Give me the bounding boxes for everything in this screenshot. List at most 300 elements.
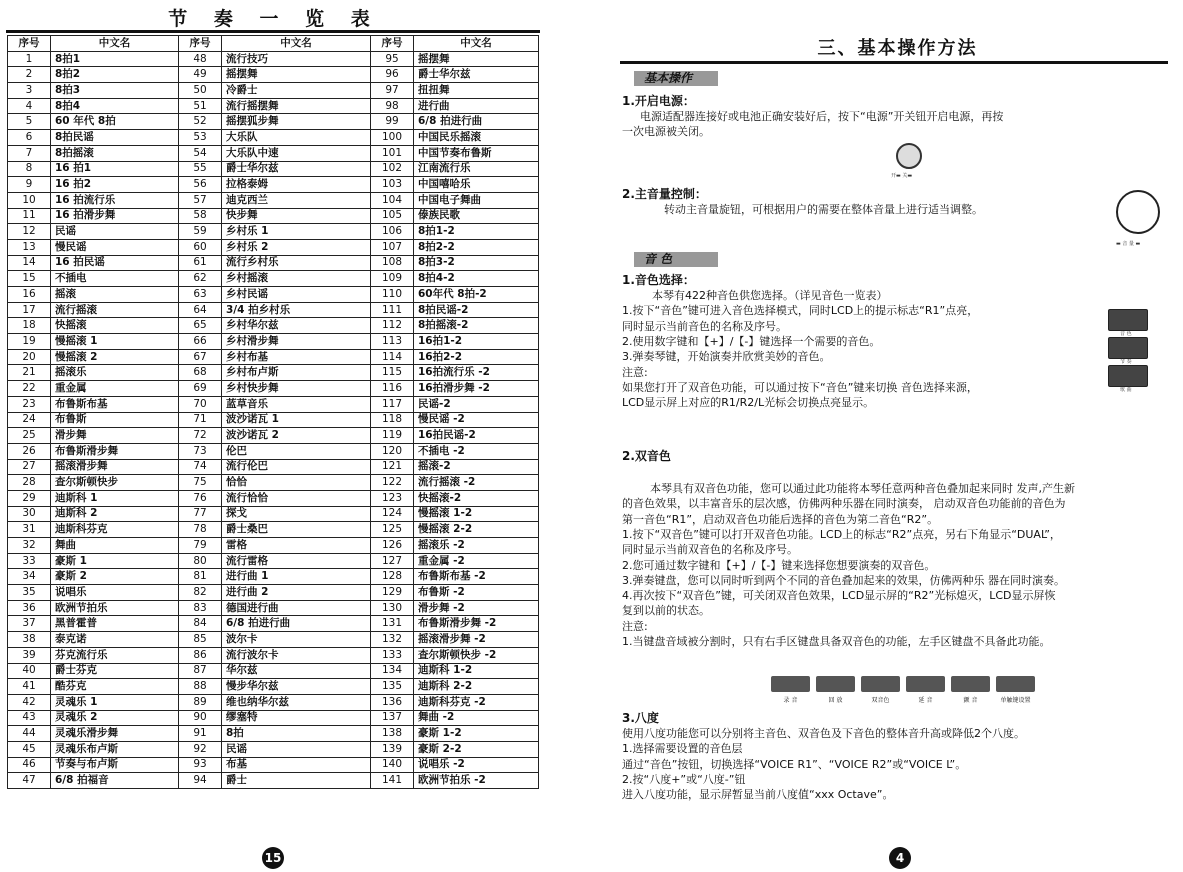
rhythm-name-cell: 60年代 8拍-2: [414, 287, 539, 303]
rhythm-name-cell: 16 拍流行乐: [51, 192, 179, 208]
rhythm-name-cell: 泰克诺: [51, 632, 179, 648]
table-row: [8, 130, 539, 146]
rhythm-name-cell: 16拍2-2: [414, 349, 539, 365]
rhythm-name-cell: 探戈: [222, 506, 371, 522]
rhythm-number-cell: 80: [179, 553, 222, 569]
rhythm-name-cell: 爵士桑巴: [222, 522, 371, 538]
rhythm-number-cell: 136: [371, 694, 414, 710]
rhythm-name-cell: 欧洲节拍乐: [51, 600, 179, 616]
rhythm-name-cell: 8拍摇滚-2: [414, 318, 539, 334]
rhythm-name-cell: 摇滚: [51, 287, 179, 303]
table-row: [8, 239, 539, 255]
rhythm-number-cell: 8: [8, 161, 51, 177]
dual-text-line: 4.再次按下“双音色”键，可关闭双音色效果，LCD显示屏的“R2”光标熄灭，LCD显示屏恢: [622, 589, 1056, 603]
rhythm-name-cell: 中国节奏布鲁斯: [414, 145, 539, 161]
rhythm-name-cell: 进行曲 2: [222, 585, 371, 601]
rhythm-number-cell: 15: [8, 271, 51, 287]
rhythm-name-cell: 爵士: [222, 773, 371, 789]
column-header: 中文名: [222, 36, 371, 52]
table-row: [8, 475, 539, 491]
rhythm-number-cell: 135: [371, 679, 414, 695]
rhythm-number-cell: 63: [179, 287, 222, 303]
power-switch-label: 开▬ 关▬: [891, 173, 913, 179]
rhythm-number-cell: 65: [179, 318, 222, 334]
dual-text-line: 1.当键盘音域被分割时，只有右手区键盘具备双音色的功能，左手区键盘不具备此功能。: [622, 635, 1051, 648]
rhythm-name-cell: 豪斯 2-2: [414, 741, 539, 757]
rhythm-number-cell: 25: [8, 428, 51, 444]
rhythm-name-cell: 乡村民谣: [222, 287, 371, 303]
rhythm-number-cell: 73: [179, 443, 222, 459]
rhythm-table: [7, 35, 539, 789]
rhythm-name-cell: 豪斯 1-2: [414, 726, 539, 742]
table-row: [8, 726, 539, 742]
rhythm-name-cell: 酷芬克: [51, 679, 179, 695]
rhythm-number-cell: 57: [179, 192, 222, 208]
voice-button-icon: [1108, 309, 1148, 331]
rhythm-name-cell: 迪斯科 2: [51, 506, 179, 522]
rhythm-number-cell: 68: [179, 365, 222, 381]
rhythm-name-cell: 大乐队: [222, 130, 371, 146]
rhythm-number-cell: 69: [179, 381, 222, 397]
rhythm-button-icon: [1108, 337, 1148, 359]
rhythm-name-cell: 8拍3-2: [414, 255, 539, 271]
rhythm-name-cell: 爵士芬克: [51, 663, 179, 679]
rhythm-name-cell: 8拍1: [51, 51, 179, 67]
rhythm-number-cell: 106: [371, 224, 414, 240]
table-row: [8, 396, 539, 412]
table-row: [8, 114, 539, 130]
rhythm-number-cell: 81: [179, 569, 222, 585]
rhythm-name-cell: 8拍3: [51, 83, 179, 99]
rhythm-name-cell: 慢民谣: [51, 239, 179, 255]
rhythm-name-cell: 流行雷格: [222, 553, 371, 569]
rhythm-number-cell: 109: [371, 271, 414, 287]
basic-ops-badge: 基本操作: [634, 71, 718, 86]
rhythm-number-cell: 76: [179, 490, 222, 506]
octave-text-line: 使用八度功能您可以分别将主音色、双音色及下音色的整体音升高或降低2个八度。: [622, 727, 1025, 740]
rhythm-number-cell: 129: [371, 585, 414, 601]
rhythm-name-cell: 不插电: [51, 271, 179, 287]
volume-heading: 2.主音量控制：: [622, 187, 707, 201]
rhythm-number-cell: 67: [179, 349, 222, 365]
table-row: [8, 443, 539, 459]
rhythm-name-cell: 民谣-2: [414, 396, 539, 412]
rhythm-name-cell: 舞曲 -2: [414, 710, 539, 726]
rhythm-number-cell: 114: [371, 349, 414, 365]
dual-text-line: 注意:: [622, 619, 648, 633]
rhythm-number-cell: 19: [8, 334, 51, 350]
rhythm-number-cell: 101: [371, 145, 414, 161]
rhythm-number-cell: 79: [179, 538, 222, 554]
rhythm-number-cell: 86: [179, 647, 222, 663]
rhythm-number-cell: 45: [8, 741, 51, 757]
rhythm-number-cell: 29: [8, 490, 51, 506]
function-button-label: 颤 音: [963, 697, 978, 704]
table-row: [8, 757, 539, 773]
rhythm-number-cell: 85: [179, 632, 222, 648]
side-button-label: 节 奏: [1120, 359, 1132, 365]
rhythm-number-cell: 32: [8, 538, 51, 554]
rhythm-number-cell: 120: [371, 443, 414, 459]
rhythm-name-cell: 8拍4: [51, 98, 179, 114]
table-row: [8, 490, 539, 506]
table-row: [8, 349, 539, 365]
rhythm-number-cell: 75: [179, 475, 222, 491]
rhythm-number-cell: 7: [8, 145, 51, 161]
rhythm-name-cell: 恰恰: [222, 475, 371, 491]
function-button-label: 单触键设置: [1000, 697, 1031, 704]
rhythm-name-cell: 乡村滑步舞: [222, 334, 371, 350]
rhythm-number-cell: 70: [179, 396, 222, 412]
rhythm-number-cell: 93: [179, 757, 222, 773]
rhythm-name-cell: 爵士华尔兹: [222, 161, 371, 177]
record-button-icon: [771, 676, 810, 692]
table-row: [8, 177, 539, 193]
side-button-label: 音 色: [1120, 331, 1132, 337]
rhythm-name-cell: 快摇滚-2: [414, 490, 539, 506]
rhythm-name-cell: 冷爵士: [222, 83, 371, 99]
rhythm-number-cell: 112: [371, 318, 414, 334]
rhythm-number-cell: 2: [8, 67, 51, 83]
table-row: [8, 271, 539, 287]
rhythm-name-cell: 慢摇滚 2: [51, 349, 179, 365]
rhythm-name-cell: 乡村快步舞: [222, 381, 371, 397]
rhythm-number-cell: 89: [179, 694, 222, 710]
rhythm-name-cell: 舞曲: [51, 538, 179, 554]
right-page: [620, 0, 1175, 872]
rhythm-name-cell: 说唱乐 -2: [414, 757, 539, 773]
rhythm-name-cell: 快步舞: [222, 208, 371, 224]
rhythm-name-cell: 16 拍1: [51, 161, 179, 177]
rhythm-number-cell: 23: [8, 396, 51, 412]
rhythm-name-cell: 灵魂乐 2: [51, 710, 179, 726]
table-row: [8, 506, 539, 522]
table-row: [8, 741, 539, 757]
rhythm-name-cell: 迪斯科 1-2: [414, 663, 539, 679]
rhythm-number-cell: 118: [371, 412, 414, 428]
table-header-row: [8, 36, 539, 52]
table-row: [8, 694, 539, 710]
rhythm-name-cell: 迪斯科芬克 -2: [414, 694, 539, 710]
rhythm-number-cell: 12: [8, 224, 51, 240]
rhythm-name-cell: 进行曲: [414, 98, 539, 114]
rhythm-number-cell: 141: [371, 773, 414, 789]
column-header: 序号: [371, 36, 414, 52]
rhythm-name-cell: 60 年代 8拍: [51, 114, 179, 130]
page-number-left: 15: [262, 847, 284, 869]
rhythm-number-cell: 18: [8, 318, 51, 334]
rhythm-number-cell: 36: [8, 600, 51, 616]
playback-button-icon: [816, 676, 855, 692]
rhythm-name-cell: 乡村乐 1: [222, 224, 371, 240]
rhythm-name-cell: 黑普霍普: [51, 616, 179, 632]
rhythm-name-cell: 波沙诺瓦 2: [222, 428, 371, 444]
rhythm-number-cell: 60: [179, 239, 222, 255]
power-text-1: 电源适配器连接好或电池正确安装好后，按下“电源”开关钮开启电源，再按: [640, 110, 1004, 123]
rhythm-number-cell: 66: [179, 334, 222, 350]
rhythm-number-cell: 134: [371, 663, 414, 679]
rhythm-name-cell: 乡村摇滚: [222, 271, 371, 287]
page-number-right: 4: [889, 847, 911, 869]
table-row: [8, 381, 539, 397]
rhythm-name-cell: 慢摇滚 1-2: [414, 506, 539, 522]
rhythm-name-cell: 流行波尔卡: [222, 647, 371, 663]
rhythm-name-cell: 欧洲节拍乐 -2: [414, 773, 539, 789]
rhythm-name-cell: 傣族民歌: [414, 208, 539, 224]
function-button-label: 延 音: [918, 697, 933, 704]
rhythm-name-cell: 摇摆狐步舞: [222, 114, 371, 130]
rhythm-number-cell: 33: [8, 553, 51, 569]
rhythm-number-cell: 24: [8, 412, 51, 428]
rhythm-number-cell: 82: [179, 585, 222, 601]
rhythm-name-cell: 迪斯科芬克: [51, 522, 179, 538]
tone-text-line: LCD显示屏上对应的R1/R2/L光标会切换点亮显示。: [622, 396, 875, 410]
rhythm-name-cell: 布鲁斯滑步舞 -2: [414, 616, 539, 632]
rhythm-name-cell: 布鲁斯: [51, 412, 179, 428]
table-row: [8, 585, 539, 601]
rhythm-number-cell: 3: [8, 83, 51, 99]
table-row: [8, 773, 539, 789]
rhythm-number-cell: 125: [371, 522, 414, 538]
volume-knob-label: ▬ 音 量 ▬: [1116, 241, 1141, 247]
dual-text-line: 第一音色“R1”，启动双音色功能后选择的音色为第二音色“R2”。: [622, 512, 939, 526]
rhythm-name-cell: 布鲁斯布基 -2: [414, 569, 539, 585]
rhythm-number-cell: 90: [179, 710, 222, 726]
rhythm-name-cell: 中国民乐摇滚: [414, 130, 539, 146]
rhythm-name-cell: 迪斯科 1: [51, 490, 179, 506]
rhythm-number-cell: 92: [179, 741, 222, 757]
dual-text-line: 本琴具有双音色功能，您可以通过此功能将本琴任意两种音色叠加起来同时 发声,产生新: [650, 482, 1075, 495]
tone-text-line: 2.使用数字键和【+】/【-】键选择一个需要的音色。: [622, 334, 881, 348]
rhythm-number-cell: 95: [371, 51, 414, 67]
rhythm-name-cell: 豪斯 2: [51, 569, 179, 585]
rhythm-number-cell: 119: [371, 428, 414, 444]
table-row: [8, 83, 539, 99]
rhythm-number-cell: 117: [371, 396, 414, 412]
rhythm-name-cell: 摇滚-2: [414, 459, 539, 475]
table-row: [8, 412, 539, 428]
rhythm-number-cell: 21: [8, 365, 51, 381]
rhythm-number-cell: 52: [179, 114, 222, 130]
rhythm-name-cell: 8拍1-2: [414, 224, 539, 240]
rhythm-name-cell: 慢摇滚 1: [51, 334, 179, 350]
rhythm-number-cell: 42: [8, 694, 51, 710]
rhythm-name-cell: 乡村布卢斯: [222, 365, 371, 381]
table-row: [8, 334, 539, 350]
column-header: 中文名: [414, 36, 539, 52]
rhythm-number-cell: 72: [179, 428, 222, 444]
table-row: [8, 302, 539, 318]
rhythm-name-cell: 摇滚滑步舞 -2: [414, 632, 539, 648]
rhythm-name-cell: 缪塞特: [222, 710, 371, 726]
section-title: 三、基本操作方法: [817, 38, 978, 59]
tone-heading: 1.音色选择：: [622, 273, 695, 287]
rhythm-number-cell: 38: [8, 632, 51, 648]
rhythm-name-cell: 8拍4-2: [414, 271, 539, 287]
rhythm-name-cell: 流行摇滚: [51, 302, 179, 318]
rhythm-number-cell: 103: [371, 177, 414, 193]
sustain-button-icon: [906, 676, 945, 692]
tone-text-line: 如果您打开了双音色功能，可以通过按下“音色”键来切换 音色选择来源，: [622, 380, 978, 394]
rhythm-name-cell: 灵魂乐滑步舞: [51, 726, 179, 742]
rhythm-name-cell: 摇滚滑步舞: [51, 459, 179, 475]
rhythm-number-cell: 59: [179, 224, 222, 240]
rhythm-number-cell: 97: [371, 83, 414, 99]
rhythm-name-cell: 乡村华尔兹: [222, 318, 371, 334]
octave-text-line: 进入八度功能，显示屏暂显当前八度值“xxx Octave”。: [622, 788, 894, 802]
table-row: [8, 365, 539, 381]
rhythm-name-cell: 乡村乐 2: [222, 239, 371, 255]
rhythm-name-cell: 16拍民谣-2: [414, 428, 539, 444]
column-header: 中文名: [51, 36, 179, 52]
rhythm-number-cell: 100: [371, 130, 414, 146]
volume-knob-icon: [1116, 190, 1160, 234]
rhythm-number-cell: 105: [371, 208, 414, 224]
rhythm-name-cell: 慢摇滚 2-2: [414, 522, 539, 538]
rhythm-number-cell: 121: [371, 459, 414, 475]
rhythm-number-cell: 102: [371, 161, 414, 177]
rhythm-number-cell: 108: [371, 255, 414, 271]
rhythm-name-cell: 慢步华尔兹: [222, 679, 371, 695]
tone-text-line: 3.弹奏琴键，开始演奏并欣赏美妙的音色。: [622, 350, 831, 364]
rhythm-number-cell: 107: [371, 239, 414, 255]
octave-text-line: 通过“音色”按钮，切换选择“VOICE R1”、“VOICE R2”或“VOICE L”。: [622, 757, 967, 771]
octave-heading: 3.八度: [622, 711, 659, 725]
rhythm-number-cell: 13: [8, 239, 51, 255]
rhythm-name-cell: 查尔斯顿快步 -2: [414, 647, 539, 663]
rhythm-name-cell: 灵魂乐布卢斯: [51, 741, 179, 757]
rhythm-name-cell: 乡村布基: [222, 349, 371, 365]
table-row: [8, 647, 539, 663]
rhythm-number-cell: 126: [371, 538, 414, 554]
table-row: [8, 224, 539, 240]
rhythm-number-cell: 94: [179, 773, 222, 789]
rhythm-number-cell: 113: [371, 334, 414, 350]
rhythm-number-cell: 22: [8, 381, 51, 397]
table-row: [8, 428, 539, 444]
rhythm-number-cell: 40: [8, 663, 51, 679]
rhythm-number-cell: 115: [371, 365, 414, 381]
rhythm-name-cell: 爵士华尔兹: [414, 67, 539, 83]
rhythm-name-cell: 16拍1-2: [414, 334, 539, 350]
rhythm-name-cell: 16拍流行乐 -2: [414, 365, 539, 381]
tone-text-line: 1.按下“音色”键可进入音色选择模式，同时LCD上的提示标志“R1”点亮，: [622, 304, 979, 318]
rhythm-number-cell: 17: [8, 302, 51, 318]
rhythm-name-cell: 大乐队中速: [222, 145, 371, 161]
rhythm-number-cell: 9: [8, 177, 51, 193]
function-button-bar: [771, 676, 1035, 692]
vibrato-button-icon: [951, 676, 990, 692]
rhythm-name-cell: 豪斯 1: [51, 553, 179, 569]
dual-text-line: 3.弹奏键盘，您可以同时听到两个不同的音色叠加起来的效果，仿佛两种乐 器在同时演奏。: [622, 573, 1065, 587]
rhythm-number-cell: 30: [8, 506, 51, 522]
rhythm-number-cell: 62: [179, 271, 222, 287]
rhythm-name-cell: 不插电 -2: [414, 443, 539, 459]
rhythm-number-cell: 16: [8, 287, 51, 303]
rhythm-name-cell: 布鲁斯布基: [51, 396, 179, 412]
rhythm-name-cell: 8拍民谣: [51, 130, 179, 146]
dual-text-line: 复到以前的状态。: [622, 604, 710, 618]
rhythm-name-cell: 迪克西兰: [222, 192, 371, 208]
rhythm-number-cell: 31: [8, 522, 51, 538]
rhythm-name-cell: 滑步舞: [51, 428, 179, 444]
rhythm-number-cell: 39: [8, 647, 51, 663]
rhythm-name-cell: 8拍民谣-2: [414, 302, 539, 318]
rhythm-number-cell: 64: [179, 302, 222, 318]
rhythm-name-cell: 3/4 拍乡村乐: [222, 302, 371, 318]
function-button-label: 回 放: [828, 697, 843, 704]
rhythm-name-cell: 16 拍滑步舞: [51, 208, 179, 224]
rhythm-name-cell: 中国电子舞曲: [414, 192, 539, 208]
rhythm-number-cell: 5: [8, 114, 51, 130]
rhythm-name-cell: 布鲁斯滑步舞: [51, 443, 179, 459]
rhythm-number-cell: 43: [8, 710, 51, 726]
rhythm-number-cell: 122: [371, 475, 414, 491]
table-row: [8, 538, 539, 554]
table-row: [8, 192, 539, 208]
rhythm-name-cell: 6/8 拍进行曲: [222, 616, 371, 632]
dual-text-line: 2.您可通过数字键和【+】/【-】键来选择您想要演奏的双音色。: [622, 558, 936, 572]
table-row: [8, 145, 539, 161]
rhythm-name-cell: 民谣: [51, 224, 179, 240]
rhythm-number-cell: 91: [179, 726, 222, 742]
table-row: [8, 632, 539, 648]
rhythm-number-cell: 34: [8, 569, 51, 585]
table-row: [8, 553, 539, 569]
dual-text-line: 1.按下“双音色”键可以打开双音色功能。LCD上的标志“R2”点亮，另右下角显示“DUAL”，: [622, 527, 1061, 541]
rhythm-name-cell: 民谣: [222, 741, 371, 757]
rhythm-name-cell: 16拍滑步舞 -2: [414, 381, 539, 397]
rhythm-number-cell: 99: [371, 114, 414, 130]
rhythm-number-cell: 56: [179, 177, 222, 193]
rhythm-number-cell: 104: [371, 192, 414, 208]
rhythm-number-cell: 88: [179, 679, 222, 695]
rhythm-name-cell: 摇摆舞: [414, 51, 539, 67]
section-divider: [620, 61, 1168, 64]
rhythm-number-cell: 41: [8, 679, 51, 695]
rhythm-name-cell: 流行摇滚 -2: [414, 475, 539, 491]
rhythm-name-cell: 慢民谣 -2: [414, 412, 539, 428]
tone-badge: 音 色: [634, 252, 718, 267]
table-row: [8, 522, 539, 538]
rhythm-number-cell: 53: [179, 130, 222, 146]
rhythm-name-cell: 江南流行乐: [414, 161, 539, 177]
column-header: 序号: [179, 36, 222, 52]
table-row: [8, 67, 539, 83]
rhythm-number-cell: 47: [8, 773, 51, 789]
rhythm-name-cell: 摇摆舞: [222, 67, 371, 83]
rhythm-number-cell: 128: [371, 569, 414, 585]
rhythm-number-cell: 50: [179, 83, 222, 99]
rhythm-name-cell: 流行摇摆舞: [222, 98, 371, 114]
side-button-label: 歌 曲: [1120, 387, 1132, 393]
rhythm-number-cell: 137: [371, 710, 414, 726]
rhythm-number-cell: 48: [179, 51, 222, 67]
rhythm-number-cell: 131: [371, 616, 414, 632]
rhythm-number-cell: 139: [371, 741, 414, 757]
power-heading: 1.开启电源：: [622, 94, 695, 108]
rhythm-name-cell: 迪斯科 2-2: [414, 679, 539, 695]
table-row: [8, 663, 539, 679]
rhythm-number-cell: 6: [8, 130, 51, 146]
rhythm-number-cell: 61: [179, 255, 222, 271]
rhythm-number-cell: 71: [179, 412, 222, 428]
table-row: [8, 287, 539, 303]
table-row: [8, 98, 539, 114]
rhythm-name-cell: 进行曲 1: [222, 569, 371, 585]
rhythm-number-cell: 77: [179, 506, 222, 522]
dual-heading: 2.双音色: [622, 449, 671, 463]
